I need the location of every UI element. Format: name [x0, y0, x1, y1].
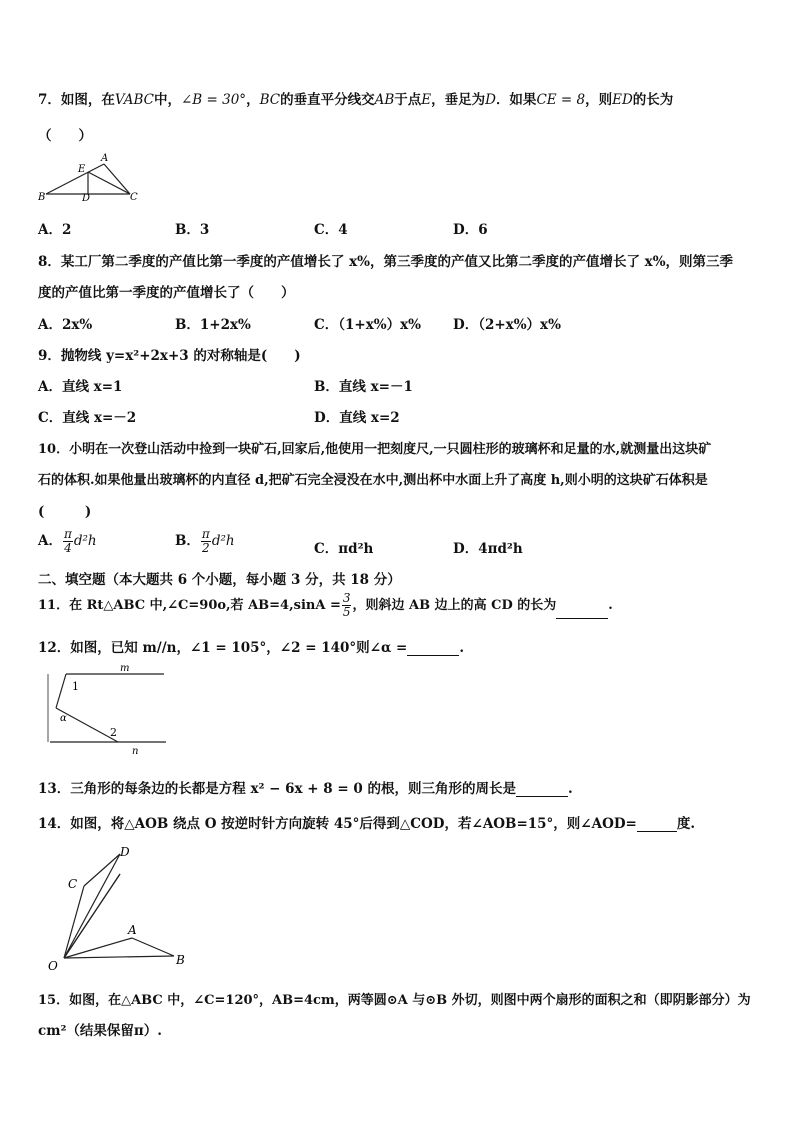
q10-answer-paren: ( ): [38, 504, 92, 520]
q7-text: ，垂足为: [431, 92, 486, 108]
q14-figure: [44, 842, 194, 974]
q11-fraction-den: 5: [342, 605, 351, 619]
q7-line1: [38, 88, 673, 108]
q12-figure: [44, 660, 174, 756]
q10-line2: 石的体积.如果他量出玻璃杯的内直径 d,把矿石完全浸没在水中,测出杯中水面上升了高度 h,则小明的这块矿石体积是: [38, 473, 708, 488]
q12-label-m: m: [120, 663, 130, 674]
q7-option-b[interactable]: B．3: [175, 222, 210, 238]
q15-line1: 15．如图，在△ABC 中，∠C=120°，AB=4cm，两等圆⊙A 与⊙B 外切，则图中两个扇形的面积之和（即阴影部分）为: [38, 993, 751, 1008]
q12-label-alpha: α: [60, 713, 67, 724]
q10-option-d[interactable]: D．4πd²h: [453, 541, 523, 557]
q7-text: 的长为: [632, 92, 674, 108]
q12-text: 12．如图，已知 m//n，∠1 = 105°，∠2 = 140°则∠α =: [38, 640, 408, 656]
q14-line: [38, 812, 695, 832]
section-heading: 二、填空题（本大题共 6 个小题，每小题 3 分，共 18 分）: [38, 572, 401, 588]
q8-option-d[interactable]: D．（2+x%）x%: [453, 317, 561, 333]
q7-label-d: D: [82, 193, 91, 202]
q12-answer-blank[interactable]: [407, 642, 459, 656]
q14-label-d: D: [120, 845, 130, 859]
q10-option-a-tail: d²h: [73, 533, 97, 549]
q7-option-d[interactable]: D．6: [453, 222, 488, 238]
q10-option-a-den: 4: [64, 541, 72, 555]
q10-option-b-tail: d²h: [211, 533, 235, 549]
q10-option-a-fraction: [63, 528, 73, 555]
q13-line: [38, 777, 573, 797]
q7-text: ，则: [585, 92, 613, 108]
q13-text: 13．三角形的每条边的长都是方程 x² − 6x + 8 = 0 的根，则三角形的周长是: [38, 781, 517, 797]
q9-option-d[interactable]: D．直线 x=2: [314, 410, 400, 426]
q7-option-c[interactable]: C．4: [314, 222, 348, 238]
q7-ab: AB: [374, 92, 395, 108]
q12-label-2: 2: [110, 726, 117, 739]
q12-line: [38, 636, 464, 656]
q10-option-a[interactable]: [38, 528, 97, 555]
q14-text: 14．如图，将△AOB 绕点 O 按逆时针方向旋转 45°后得到△COD，若∠AOB=15°，则∠AOD=: [38, 816, 637, 832]
q7-answer-paren: （ ）: [38, 128, 92, 144]
q7-label-e: E: [78, 164, 86, 175]
q11-text: 11．在 Rt△ABC 中,∠C=90o,若 AB=4,sinA =: [38, 598, 341, 613]
q8-line2: 度的产值比第一季度的产值增长了（ ）: [38, 285, 295, 301]
q10-option-c[interactable]: C．πd²h: [314, 541, 374, 557]
q10-option-b-label: B．: [175, 533, 200, 549]
q11-line: [38, 592, 613, 619]
q10-option-a-label: A．: [38, 533, 62, 549]
q14-label-b: B: [176, 953, 185, 967]
q12-label-1: 1: [72, 680, 79, 693]
q7-text: 的垂直平分线交: [280, 92, 375, 108]
q7-text: 于点: [394, 92, 422, 108]
q7-bc: BC: [259, 92, 281, 108]
q13-text-end: .: [568, 781, 573, 797]
q9-line1: 9．抛物线 y=x²+2x+3 的对称轴是( ): [38, 348, 301, 364]
q11-fraction: [342, 592, 352, 619]
q14-text-end: 度.: [676, 816, 696, 832]
q8-option-a[interactable]: A．2x%: [38, 317, 93, 333]
q7-label-a: A: [101, 153, 109, 164]
q7-d: D: [485, 92, 496, 108]
q9-option-c[interactable]: C．直线 x=－2: [38, 410, 137, 426]
q7-text: ，: [246, 92, 260, 108]
q7-triangle: VABC: [114, 92, 154, 108]
q7-label-b: B: [38, 192, 46, 202]
q10-option-b-fraction: [201, 528, 211, 555]
q8-option-c[interactable]: C．（1+x%）x%: [314, 317, 421, 333]
q14-label-o: O: [48, 959, 58, 973]
q7-text: 7．如图，在: [38, 92, 115, 108]
q14-label-c: C: [68, 877, 78, 891]
q7-text: ．如果: [495, 92, 537, 108]
q15-line2: cm²（结果保留π）.: [38, 1023, 162, 1039]
q9-option-b[interactable]: B．直线 x=－1: [314, 379, 413, 395]
q7-figure: [38, 150, 143, 202]
q7-text: 中，: [154, 92, 181, 108]
q12-text-end: .: [459, 640, 465, 656]
q11-fraction-num: 3: [342, 591, 351, 605]
q7-angle: ∠B = 30°: [181, 92, 247, 108]
q8-line1: 8．某工厂第二季度的产值比第一季度的产值增长了 x%，第三季度的产值又比第二季度的产值增长了 x%，则第三季: [38, 254, 734, 270]
q10-option-b[interactable]: [175, 528, 235, 555]
q7-option-a[interactable]: A．2: [38, 222, 72, 238]
q10-option-b-den: 2: [202, 541, 210, 555]
q11-text: ，则斜边 AB 边上的高 CD 的长为: [352, 598, 557, 613]
q10-option-a-num: π: [63, 527, 72, 541]
q12-label-n: n: [132, 746, 139, 756]
q7-e: E: [421, 92, 432, 108]
q9-option-a[interactable]: A．直线 x=1: [38, 379, 123, 395]
q8-option-b[interactable]: B．1+2x%: [175, 317, 251, 333]
q14-answer-blank[interactable]: [637, 818, 677, 832]
q7-label-c: C: [130, 192, 138, 202]
q14-label-a: A: [128, 923, 137, 937]
q13-answer-blank[interactable]: [516, 783, 568, 797]
q10-option-b-num: π: [201, 527, 210, 541]
q11-answer-blank[interactable]: [556, 605, 608, 619]
q11-text-end: .: [608, 598, 613, 613]
q7-ed: ED: [612, 92, 633, 108]
q10-line1: 10．小明在一次登山活动中捡到一块矿石,回家后,他使用一把刻度尺,一只圆柱形的玻璃杯和足量的水,就测量出这块矿: [38, 442, 712, 457]
q7-ce: CE = 8: [536, 92, 586, 108]
